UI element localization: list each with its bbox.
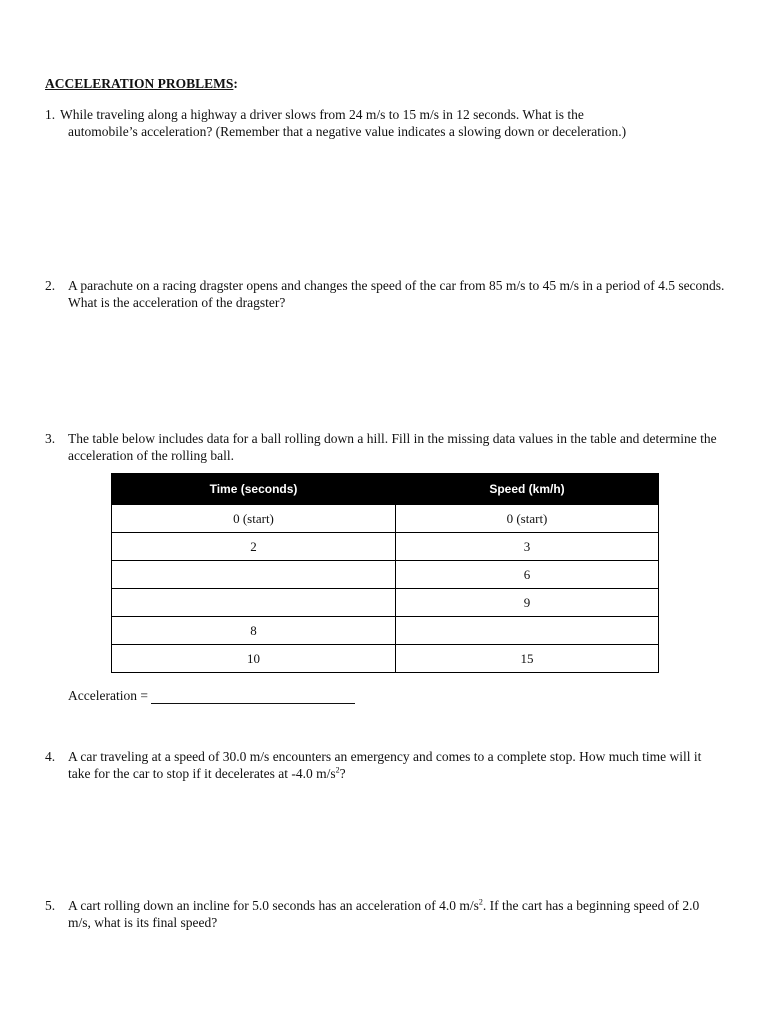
question-text-line2: automobile’s acceleration? (Remember that a negative value indicates a slowing down or deceleration.) xyxy=(68,124,627,139)
question-text: A parachute on a racing dragster opens and changes the speed of the car from 85 m/s to 45 m/s in a period of 4.5 seconds. What is the acceleration of the dragster? xyxy=(68,278,725,310)
question-text: The table below includes data for a ball rolling down a hill. Fill in the missing data values in the table and determine the acceleration of the rolling ball. xyxy=(68,431,717,463)
question-3 xyxy=(45,430,725,464)
table-row xyxy=(112,561,659,589)
speed-cell: 6 xyxy=(396,561,659,589)
table-row xyxy=(112,589,659,617)
speed-cell: 15 xyxy=(396,645,659,673)
question-1 xyxy=(45,106,725,140)
header-speed: Speed (km/h) xyxy=(396,474,659,505)
speed-cell xyxy=(396,617,659,645)
acceleration-label: Acceleration = xyxy=(68,688,152,703)
question-2 xyxy=(45,277,725,311)
question-number: 1. xyxy=(45,107,56,122)
table-row xyxy=(112,645,659,673)
question-text-line1: While traveling along a highway a driver slows from 24 m/s to 15 m/s in 12 seconds. What is the xyxy=(60,107,584,122)
table-header-row xyxy=(112,474,659,505)
time-cell xyxy=(112,589,396,617)
question-number: 4. xyxy=(45,749,56,764)
speed-cell: 9 xyxy=(396,589,659,617)
answer-blank-line xyxy=(151,689,355,704)
question-text: A car traveling at a speed of 30.0 m/s encounters an emergency and comes to a complete stop. How much time will it take for the car to stop if it decelerates at -4.0 $m/s^2$? xyxy=(68,749,702,781)
header-time: Time (seconds) xyxy=(112,474,396,505)
acceleration-answer xyxy=(68,688,355,704)
time-cell: 8 xyxy=(112,617,396,645)
speed-cell: 3 xyxy=(396,533,659,561)
time-cell: 2 xyxy=(112,533,396,561)
question-number: 2. xyxy=(45,278,56,293)
worksheet-title: ACCELERATION PROBLEMS: xyxy=(45,76,238,91)
time-cell: 0 (start) xyxy=(112,505,396,533)
question-4 xyxy=(45,748,725,782)
question-text: A cart rolling down an incline for 5.0 seconds has an acceleration of 4.0 $m/s^2$. If the cart has a beginning speed of 2.0 m/s, what is its final speed? xyxy=(68,897,700,930)
table-row xyxy=(112,505,659,533)
question-number: 5. xyxy=(45,898,56,913)
table-row xyxy=(112,533,659,561)
table-row xyxy=(112,617,659,645)
question-number: 3. xyxy=(45,431,56,446)
time-cell: 10 xyxy=(112,645,396,673)
data-table xyxy=(111,473,659,673)
time-cell xyxy=(112,561,396,589)
speed-cell: 0 (start) xyxy=(396,505,659,533)
question-5 xyxy=(45,897,725,931)
